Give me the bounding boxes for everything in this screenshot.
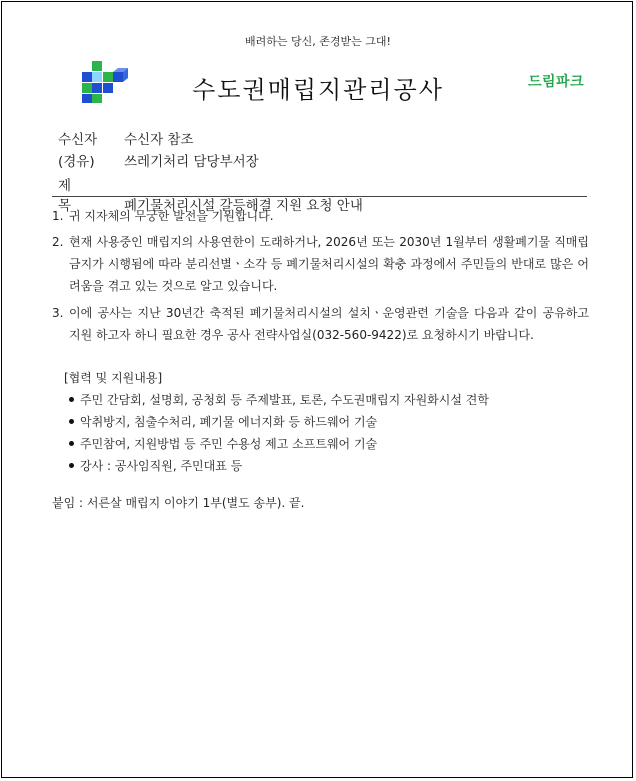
attachment-line: 붙임 : 서른살 매립지 이야기 1부(별도 송부). 끝. bbox=[52, 496, 305, 510]
recipient-row bbox=[58, 128, 194, 148]
list-item-text: 주민 간담회, 설명회, 공청회 등 주제발표, 토론, 수도권매립지 자원화시설 견학 bbox=[80, 393, 489, 407]
cooperation-section-title: [협력 및 지원내용] bbox=[64, 371, 163, 385]
bullet-icon bbox=[69, 419, 74, 424]
subject-value: 폐기물처리시설 갈등해결 지원 요청 안내 bbox=[124, 198, 363, 214]
list-item bbox=[68, 457, 489, 479]
header-divider bbox=[52, 196, 587, 197]
brand-logo-text: 드림파크 bbox=[528, 74, 585, 90]
slogan: 배려하는 당신, 존경받는 그대! bbox=[245, 35, 391, 48]
via-value: 쓰레기처리 담당부서장 bbox=[124, 154, 259, 170]
via-label: (경유) bbox=[58, 154, 95, 170]
list-item bbox=[68, 413, 489, 435]
list-item bbox=[68, 435, 489, 457]
bullet-icon bbox=[69, 463, 74, 468]
list-item bbox=[68, 391, 489, 413]
list-item-text: 주민참여, 지원방법 등 주민 수용성 제고 소프트웨어 기술 bbox=[80, 437, 378, 451]
paragraph-1-text: 귀 지자체의 무궁한 발전을 기원합니다. bbox=[69, 209, 274, 223]
paragraph-2-number: 2. bbox=[52, 235, 64, 249]
paragraph-3-text: 이에 공사는 지난 30년간 축적된 폐기물처리시설의 설치ㆍ운영관련 기술을 다음과 같이 공유하고 지원 하고자 하니 필요한 경우 공사 전략사업실(032-560-9422)로 요청하시기 바랍니다. bbox=[69, 306, 589, 342]
paragraph-3-number: 3. bbox=[52, 306, 64, 320]
paragraph-2-text: 현재 사용중인 매립지의 사용연한이 도래하거나, 2026년 또는 2030년 1월부터 생활폐기물 직매립 금지가 시행됨에 따라 분리선별ㆍ소각 등 폐기물처리시설의 확충 과정에서 주민들의 반대로 많은 어려움을 겪고 있는 것으로 알고 있습니다. bbox=[69, 235, 589, 293]
list-item-text: 강사 : 공사임직원, 주민대표 등 bbox=[80, 459, 243, 473]
paragraph-3 bbox=[52, 302, 589, 346]
page-frame bbox=[1, 1, 633, 778]
paragraph-1-number: 1. bbox=[52, 209, 64, 223]
recipient-value: 수신자 참조 bbox=[124, 132, 194, 148]
cooperation-list bbox=[68, 391, 489, 479]
paragraph-1 bbox=[52, 205, 589, 227]
via-row bbox=[58, 150, 259, 170]
subject-label: 제 목 bbox=[58, 178, 84, 214]
organization-name: 수도권매립지관리공사 bbox=[192, 76, 444, 104]
bullet-icon bbox=[69, 441, 74, 446]
list-item-text: 악취방지, 침출수처리, 폐기물 에너지화 등 하드웨어 기술 bbox=[80, 415, 378, 429]
recipient-label: 수신자 bbox=[58, 132, 98, 148]
paragraph-2 bbox=[52, 231, 589, 297]
bullet-icon bbox=[69, 397, 74, 402]
